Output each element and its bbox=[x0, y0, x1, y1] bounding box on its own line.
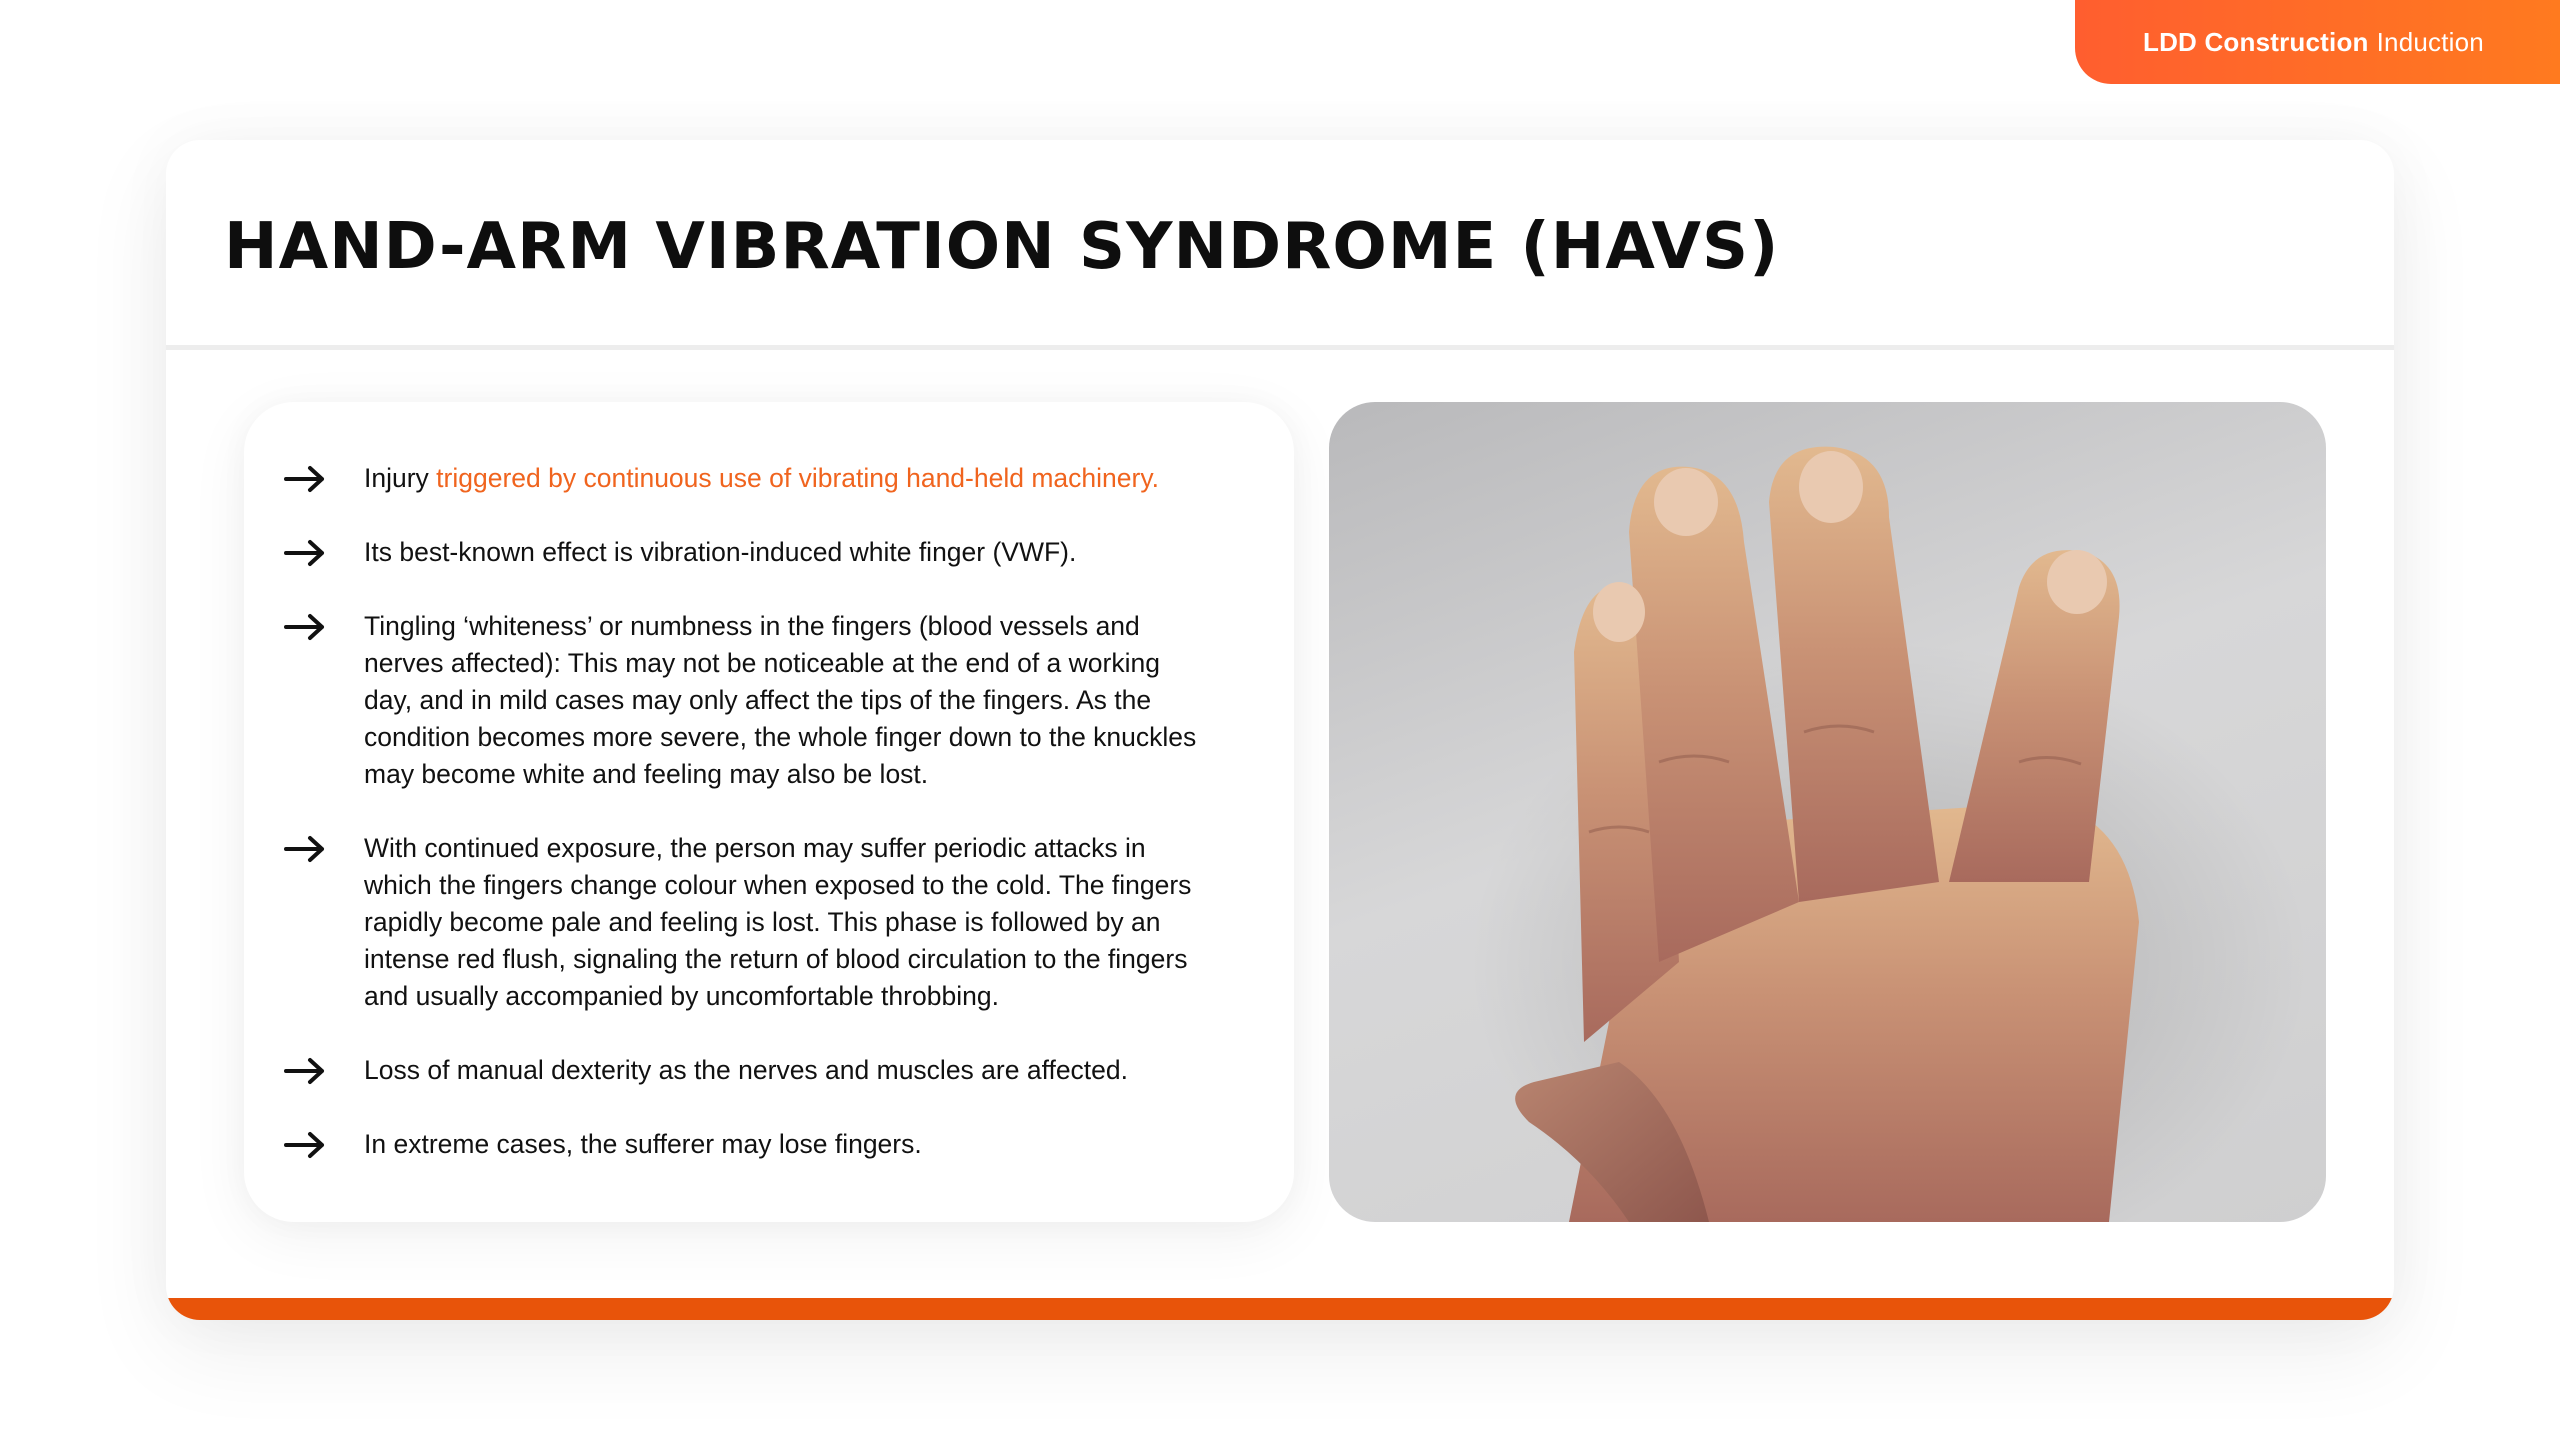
bullet-body: Its best-known effect is vibration-induced white finger (VWF). bbox=[364, 537, 1077, 567]
arrow-right-icon bbox=[284, 608, 328, 645]
bullet-item bbox=[284, 460, 1254, 497]
slide-card bbox=[166, 140, 2394, 1320]
brand-suffix: Induction bbox=[2376, 26, 2484, 57]
bullet-item bbox=[284, 1126, 1254, 1163]
bullet-item bbox=[284, 830, 1254, 1015]
arrow-right-icon bbox=[284, 534, 328, 571]
bullet-text bbox=[364, 608, 1209, 793]
hand-illustration bbox=[1329, 402, 2326, 1222]
bullet-body: Tingling ‘whiteness’ or numbness in the fingers (blood vessels and nerves affected): This may not be noticeable at the end of a working day, and in mild cases may only affect the tips of the fingers. As the condition becomes more severe, the whole finger down to the knuckles may become white and feeling may also be lost. bbox=[364, 611, 1197, 789]
bullet-body: With continued exposure, the person may suffer periodic attacks in which the fingers change colour when exposed to the cold. The fingers rapidly become pale and feeling is lost. This phase is followed by an intense red flush, signaling the return of blood circulation to the fingers and usually accompanied by uncomfortable throbbing. bbox=[364, 833, 1192, 1011]
bullet-item bbox=[284, 608, 1254, 793]
bullet-text bbox=[364, 460, 1209, 497]
bullet-text bbox=[364, 1126, 1209, 1163]
bullet-text bbox=[364, 1052, 1209, 1089]
brand-name: LDD Construction bbox=[2143, 26, 2369, 57]
arrow-right-icon bbox=[284, 1126, 328, 1163]
bottom-accent-bar bbox=[166, 1298, 2394, 1320]
arrow-right-icon bbox=[284, 460, 328, 497]
slide-header bbox=[166, 140, 2394, 350]
bullet-list bbox=[284, 460, 1254, 1163]
bullet-prefix: Injury bbox=[364, 463, 437, 493]
bullet-body: Loss of manual dexterity as the nerves and muscles are affected. bbox=[364, 1055, 1129, 1085]
arrow-right-icon bbox=[284, 830, 328, 867]
hand-photo bbox=[1329, 402, 2326, 1222]
bullet-highlight: triggered by continuous use of vibrating hand-held machinery. bbox=[436, 463, 1159, 493]
bullet-body: In extreme cases, the sufferer may lose fingers. bbox=[364, 1129, 922, 1159]
bullet-panel bbox=[244, 402, 1294, 1222]
page-title: HAND-ARM VIBRATION SYNDROME (HAVS) bbox=[224, 210, 1780, 284]
arrow-right-icon bbox=[284, 1052, 328, 1089]
brand-tag bbox=[2075, 0, 2560, 84]
bullet-item bbox=[284, 1052, 1254, 1089]
bullet-text bbox=[364, 534, 1209, 571]
bullet-item bbox=[284, 534, 1254, 571]
bullet-text bbox=[364, 830, 1209, 1015]
